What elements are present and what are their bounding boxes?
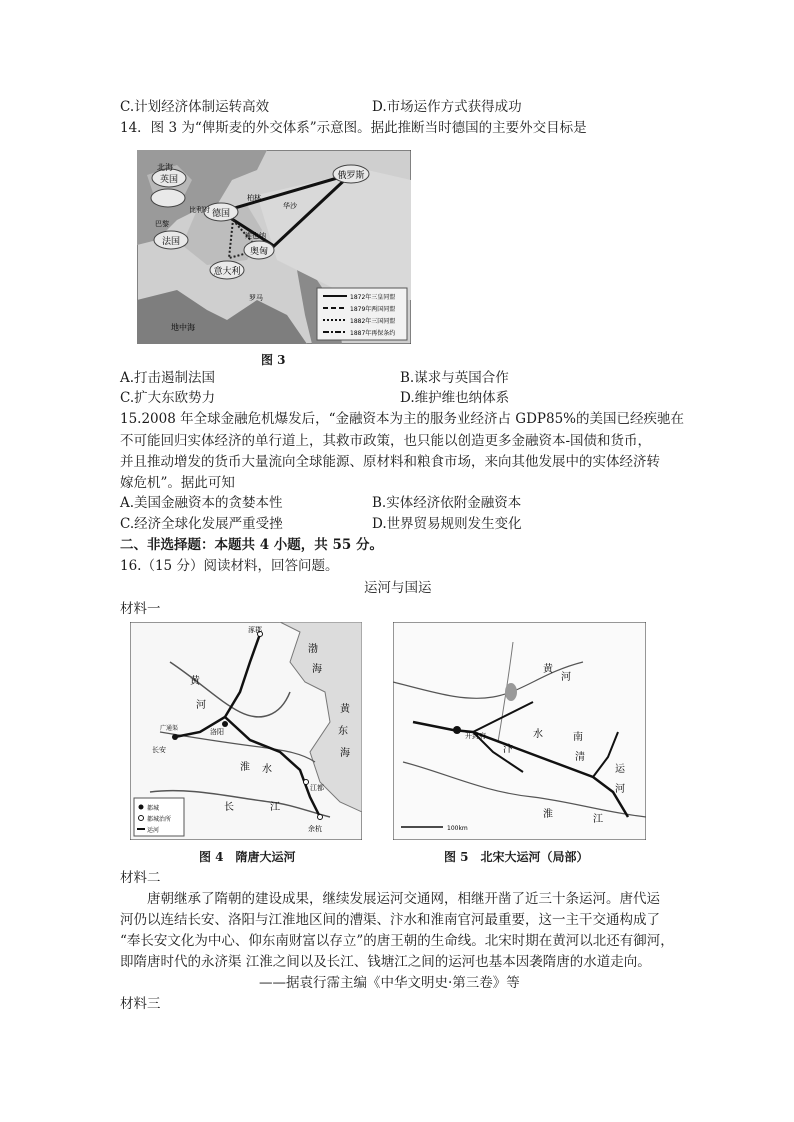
map-north-sea: 北海	[157, 163, 173, 172]
fig4-chang: 长	[224, 802, 234, 813]
svg-text:1882年三国同盟: 1882年三国同盟	[350, 318, 396, 325]
svg-text:1879年两国同盟: 1879年两国同盟	[350, 306, 396, 313]
fig4-guangtong: 广通渠	[160, 725, 179, 732]
bismarck-map	[137, 150, 411, 344]
material2-label: 材料二	[120, 870, 161, 886]
fig5-kaifeng: 开封府	[465, 732, 486, 740]
material2-line4: 即隋唐时代的永济渠 江淮之间以及长江、钱塘江之间的运河也基本因袭隋唐的水道走向。	[120, 954, 651, 970]
map-paris: 巴黎	[155, 220, 169, 228]
map-austria-label	[244, 241, 274, 259]
fig4-changan: 长安	[152, 746, 166, 754]
fig4-huai: 淮	[240, 762, 250, 773]
svg-text:100km: 100km	[447, 825, 468, 832]
svg-text:德国: 德国	[211, 209, 231, 219]
sui-tang-canal-map	[130, 622, 362, 840]
fig4-luoyang: 洛阳	[210, 728, 224, 736]
svg-text:奥匈: 奥匈	[249, 247, 269, 257]
fig5-nan: 南	[573, 732, 583, 743]
material2-line1: 唐朝继承了隋朝的建设成果，继续发展运河交通网，相继开凿了近三十条运河。唐代运	[147, 891, 660, 907]
fig4-bohai: 渤	[308, 644, 318, 655]
map-brussels: 比利时	[189, 206, 210, 214]
fig5-shui: 水	[533, 729, 543, 740]
q14-option-c: C.扩大东欧势力	[120, 390, 216, 406]
material1-label: 材料一	[120, 601, 161, 617]
fig4-huang: 黄	[190, 676, 200, 687]
fig5-huang: 黄	[543, 664, 553, 675]
fig4-legend	[134, 798, 184, 836]
fig5-huai: 淮	[543, 809, 553, 820]
fig4-he: 河	[196, 700, 206, 711]
q16-title: 运河与国运	[364, 580, 432, 596]
svg-text:都城治所: 都城治所	[147, 816, 172, 823]
map-russia-label	[333, 165, 369, 183]
map-legend	[317, 288, 407, 340]
fig4-yellow: 黄	[340, 704, 350, 715]
q15-option-d: D.世界贸易规则发生变化	[372, 516, 522, 532]
fig4-hai: 海	[312, 664, 322, 675]
svg-text:运河: 运河	[147, 827, 160, 834]
fig5-he: 河	[561, 672, 571, 683]
q15-option-b: B.实体经济依附金融资本	[372, 495, 522, 511]
material2-line3: “奉长安文化为中心、仰东南财富以存立”的唐王朝的生命线。北宋时期在黄河以北还有御河，	[120, 933, 674, 949]
fig5-yun: 运	[615, 764, 625, 775]
fig4-yuhang: 余杭	[308, 825, 322, 833]
q14-option-a: A.打击遏制法国	[120, 370, 216, 386]
fig5-caption: 图 5 北宋大运河（局部）	[444, 850, 589, 864]
material2-source: ——据袁行霈主编《中华文明史·第三卷》等	[259, 975, 520, 991]
fig5-he2: 河	[615, 784, 625, 795]
fig4-sea: 海	[340, 748, 350, 759]
map-warsaw: 华沙	[283, 202, 297, 210]
section2-heading: 二、非选择题：本题共 4 小题，共 55 分。	[120, 537, 383, 553]
fig4-jiangdu: 江都	[310, 784, 324, 792]
map-berlin: 柏林	[247, 194, 261, 202]
fig4-east: 东	[338, 726, 348, 737]
fig3-caption: 图 3	[261, 353, 286, 367]
map-med: 地中海	[171, 323, 195, 332]
q13-option-c: C.计划经济体制运转高效	[120, 99, 270, 115]
q14-stem: 14．图 3 为“俾斯麦的外交体系”示意图。据此推断当时德国的主要外交目标是	[120, 120, 587, 136]
fig5-bian: 汴	[503, 744, 513, 755]
material2-line2: 河仍以连结长安、洛阳与江淮地区间的漕渠、汴水和淮南官河最重要，这一主干交通构成了	[120, 912, 660, 928]
map-france-label	[154, 231, 188, 249]
q15-option-a: A.美国金融资本的贪婪本性	[120, 495, 283, 511]
fig5-qing: 清	[575, 752, 585, 763]
northern-song-canal-map	[393, 622, 646, 840]
svg-text:都城: 都城	[147, 805, 160, 812]
map-rome: 罗马	[249, 294, 263, 302]
q16-stem: 16.（15 分）阅读材料，回答问题。	[120, 558, 339, 574]
fig4-shui: 水	[262, 764, 272, 775]
svg-text:法国: 法国	[161, 237, 181, 247]
fig4-zhuojun: 涿郡	[248, 626, 262, 634]
map-italy-label	[210, 261, 244, 279]
svg-text:俄罗斯: 俄罗斯	[337, 171, 365, 181]
q14-option-d: D.维护维也纳体系	[400, 390, 510, 406]
q15-option-c: C.经济全球化发展严重受挫	[120, 516, 283, 532]
q15-line2: 不可能回归实体经济的单行道上，其救市政策，也只能以创造更多金融资本-国债和货币，	[120, 433, 652, 449]
q15-line3: 并且推动增发的货币大量流向全球能源、原材料和粮食市场，来向其他发展中的实体经济转	[120, 454, 660, 470]
svg-text:1872年三皇同盟: 1872年三皇同盟	[350, 294, 396, 301]
fig4-caption: 图 4 隋唐大运河	[199, 850, 296, 864]
material3-label: 材料三	[120, 996, 161, 1012]
svg-text:意大利: 意大利	[213, 267, 241, 277]
q14-option-b: B.谋求与英国合作	[400, 370, 509, 386]
fig5-jiang: 江	[593, 814, 603, 825]
q15-line1: 15.2008 年全球金融危机爆发后，“金融资本为主的服务业经济占 GDP85%的美国已经疾驰在	[120, 411, 685, 427]
q13-option-d: D.市场运作方式获得成功	[372, 99, 522, 115]
fig4-jiang: 江	[270, 802, 280, 813]
map-vienna: 维也纳	[245, 232, 266, 240]
svg-text:英国: 英国	[159, 175, 179, 185]
q15-line4: 嫁危机”。据此可知	[120, 475, 235, 491]
svg-text:1887年再保条约: 1887年再保条约	[350, 330, 396, 337]
